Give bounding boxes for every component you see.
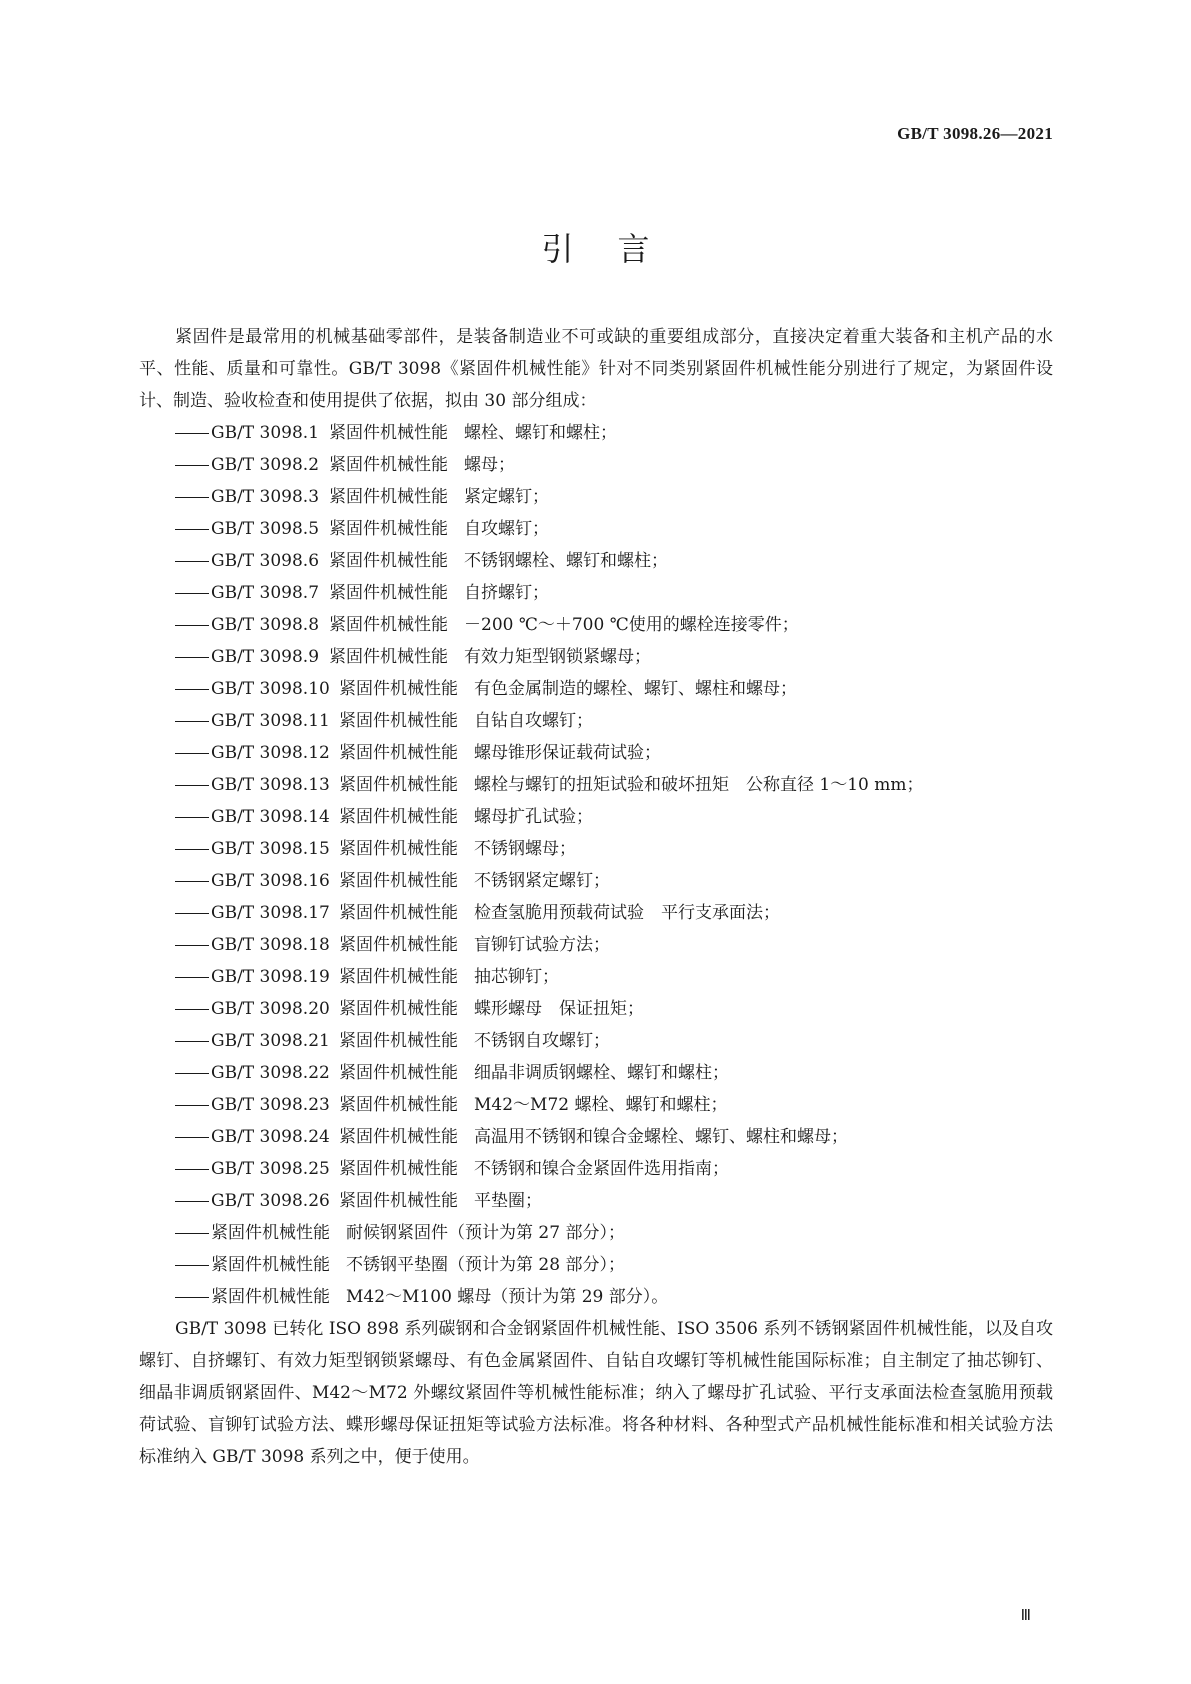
em-dash-marker [175, 977, 209, 978]
standard-name: 紧固件机械性能 [211, 1287, 330, 1307]
standard-code: GB/T 3098.2 [211, 455, 320, 475]
standard-name: 紧固件机械性能 [339, 1191, 458, 1211]
standard-subject: 抽芯铆钉； [474, 967, 559, 987]
standard-name: 紧固件机械性能 [339, 807, 458, 827]
standard-name: 紧固件机械性能 [329, 423, 448, 443]
standard-code: GB/T 3098.23 [211, 1095, 330, 1115]
list-item [139, 961, 1053, 993]
list-item [139, 705, 1053, 737]
standard-subject: 自攻螺钉； [464, 519, 549, 539]
em-dash-marker [175, 753, 209, 754]
standard-subject: M42～M72 螺栓、螺钉和螺柱； [474, 1095, 728, 1115]
list-item [139, 833, 1053, 865]
list-item [139, 737, 1053, 769]
standard-name: 紧固件机械性能 [339, 1159, 458, 1179]
em-dash-marker [175, 1233, 209, 1234]
list-item [139, 769, 1053, 801]
list-item [139, 1217, 1053, 1249]
list-item [139, 1025, 1053, 1057]
list-item [139, 545, 1053, 577]
em-dash-marker [175, 849, 209, 850]
list-item [139, 1185, 1053, 1217]
standard-subject: 不锈钢平垫圈（预计为第 28 部分）； [346, 1255, 625, 1275]
standard-code: GB/T 3098.18 [211, 935, 330, 955]
standard-subject: －200 ℃～＋700 ℃使用的螺栓连接零件； [464, 615, 799, 635]
standard-name: 紧固件机械性能 [339, 711, 458, 731]
em-dash-marker [175, 1265, 209, 1266]
em-dash-marker [175, 1073, 209, 1074]
standard-subject: 不锈钢紧定螺钉； [474, 871, 610, 891]
list-item [139, 577, 1053, 609]
standard-code: GB/T 3098.15 [211, 839, 330, 859]
standard-name: 紧固件机械性能 [329, 583, 448, 603]
em-dash-marker [175, 945, 209, 946]
intro-paragraph: 紧固件是最常用的机械基础零部件，是装备制造业不可或缺的重要组成部分，直接决定着重大装备和主机产品的水平、性能、质量和可靠性。GB/T 3098《紧固件机械性能》针对不同类别紧固件机械性能分别进行了规定，为紧固件设计、制造、验收检查和使用提供了依据，拟由 30 部分组成： [139, 327, 1053, 411]
list-item [139, 481, 1053, 513]
standard-id: GB/T 3098.26—2021 [897, 124, 1053, 143]
standard-code: GB/T 3098.3 [211, 487, 320, 507]
standard-code: GB/T 3098.5 [211, 519, 320, 539]
standard-code: GB/T 3098.20 [211, 999, 330, 1019]
em-dash-marker [175, 1009, 209, 1010]
standard-subject: 平垫圈； [474, 1191, 542, 1211]
standard-name: 紧固件机械性能 [211, 1255, 330, 1275]
em-dash-marker [175, 1169, 209, 1170]
standard-subject: M42～M100 螺母（预计为第 29 部分）。 [346, 1287, 669, 1307]
standard-subject: 自挤螺钉； [464, 583, 549, 603]
standard-subject: 不锈钢螺母； [474, 839, 576, 859]
standard-subject: 不锈钢螺栓、螺钉和螺柱； [464, 551, 668, 571]
standard-subject: 不锈钢自攻螺钉； [474, 1031, 610, 1051]
em-dash-marker [175, 657, 209, 658]
document-body [139, 321, 1053, 1473]
standard-name: 紧固件机械性能 [339, 775, 458, 795]
list-item [139, 1089, 1053, 1121]
standard-name: 紧固件机械性能 [329, 551, 448, 571]
standard-code: GB/T 3098.1 [211, 423, 320, 443]
em-dash-marker [175, 1105, 209, 1106]
list-item [139, 417, 1053, 449]
em-dash-marker [175, 689, 209, 690]
standard-code: GB/T 3098.9 [211, 647, 320, 667]
standard-name: 紧固件机械性能 [339, 743, 458, 763]
list-item [139, 1057, 1053, 1089]
standard-name: 紧固件机械性能 [339, 1031, 458, 1051]
list-item [139, 641, 1053, 673]
standard-name: 紧固件机械性能 [211, 1223, 330, 1243]
list-item [139, 513, 1053, 545]
em-dash-marker [175, 433, 209, 434]
parts-list [139, 417, 1053, 1313]
page-number: Ⅲ [1020, 1608, 1031, 1624]
em-dash-marker [175, 913, 209, 914]
standard-name: 紧固件机械性能 [329, 615, 448, 635]
list-item [139, 1281, 1053, 1313]
standard-code: GB/T 3098.17 [211, 903, 330, 923]
standard-name: 紧固件机械性能 [329, 519, 448, 539]
standard-subject: 紧定螺钉； [464, 487, 549, 507]
list-item [139, 609, 1053, 641]
standard-name: 紧固件机械性能 [329, 455, 448, 475]
standard-subject: 检查氢脆用预载荷试验 平行支承面法； [474, 903, 780, 923]
standard-name: 紧固件机械性能 [339, 1127, 458, 1147]
em-dash-marker [175, 561, 209, 562]
standard-name: 紧固件机械性能 [339, 903, 458, 923]
standard-subject: 自钻自攻螺钉； [474, 711, 593, 731]
standard-code: GB/T 3098.11 [211, 711, 330, 731]
em-dash-marker [175, 465, 209, 466]
standard-name: 紧固件机械性能 [339, 935, 458, 955]
list-item [139, 993, 1053, 1025]
page-title: 引言 [541, 230, 694, 268]
em-dash-marker [175, 881, 209, 882]
em-dash-marker [175, 1297, 209, 1298]
standard-subject: 有色金属制造的螺栓、螺钉、螺柱和螺母； [474, 679, 797, 699]
list-item [139, 801, 1053, 833]
em-dash-marker [175, 529, 209, 530]
standard-name: 紧固件机械性能 [329, 487, 448, 507]
em-dash-marker [175, 1201, 209, 1202]
em-dash-marker [175, 817, 209, 818]
standard-code: GB/T 3098.10 [211, 679, 330, 699]
standard-subject: 蝶形螺母 保证扭矩； [474, 999, 644, 1019]
list-item [139, 1249, 1053, 1281]
standard-code: GB/T 3098.12 [211, 743, 330, 763]
standard-subject: 螺母； [464, 455, 515, 475]
standard-code: GB/T 3098.26 [211, 1191, 330, 1211]
standard-code: GB/T 3098.14 [211, 807, 330, 827]
em-dash-marker [175, 1041, 209, 1042]
standard-subject: 盲铆钉试验方法； [474, 935, 610, 955]
standard-code: GB/T 3098.22 [211, 1063, 330, 1083]
em-dash-marker [175, 497, 209, 498]
standard-code: GB/T 3098.6 [211, 551, 320, 571]
standard-subject: 细晶非调质钢螺栓、螺钉和螺柱； [474, 1063, 729, 1083]
standard-name: 紧固件机械性能 [339, 967, 458, 987]
list-item [139, 449, 1053, 481]
standard-name: 紧固件机械性能 [339, 1063, 458, 1083]
list-item [139, 1121, 1053, 1153]
standard-name: 紧固件机械性能 [339, 871, 458, 891]
list-item [139, 1153, 1053, 1185]
standard-code: GB/T 3098.19 [211, 967, 330, 987]
standard-code: GB/T 3098.16 [211, 871, 330, 891]
list-item [139, 897, 1053, 929]
em-dash-marker [175, 1137, 209, 1138]
em-dash-marker [175, 593, 209, 594]
standard-code: GB/T 3098.8 [211, 615, 320, 635]
standard-name: 紧固件机械性能 [339, 839, 458, 859]
standard-code: GB/T 3098.25 [211, 1159, 330, 1179]
standard-subject: 耐候钢紧固件（预计为第 27 部分）； [346, 1223, 625, 1243]
em-dash-marker [175, 625, 209, 626]
standard-subject: 螺栓、螺钉和螺柱； [464, 423, 617, 443]
standard-name: 紧固件机械性能 [339, 1095, 458, 1115]
standard-code: GB/T 3098.21 [211, 1031, 330, 1051]
list-item [139, 865, 1053, 897]
standard-subject: 高温用不锈钢和镍合金螺栓、螺钉、螺柱和螺母； [474, 1127, 848, 1147]
standard-code: GB/T 3098.13 [211, 775, 330, 795]
em-dash-marker [175, 721, 209, 722]
list-item [139, 673, 1053, 705]
standard-name: 紧固件机械性能 [329, 647, 448, 667]
standard-subject: 有效力矩型钢锁紧螺母； [464, 647, 651, 667]
list-item [139, 929, 1053, 961]
standard-name: 紧固件机械性能 [339, 679, 458, 699]
standard-name: 紧固件机械性能 [339, 999, 458, 1019]
standard-subject: 螺母扩孔试验； [474, 807, 593, 827]
standard-subject: 螺母锥形保证载荷试验； [474, 743, 661, 763]
standard-code: GB/T 3098.7 [211, 583, 320, 603]
standard-code: GB/T 3098.24 [211, 1127, 330, 1147]
standard-subject: 螺栓与螺钉的扭矩试验和破坏扭矩 公称直径 1～10 mm； [474, 775, 924, 795]
standard-subject: 不锈钢和镍合金紧固件选用指南； [474, 1159, 729, 1179]
closing-paragraph: GB/T 3098 已转化 ISO 898 系列碳钢和合金钢紧固件机械性能、ISO 3506 系列不锈钢紧固件机械性能，以及自攻螺钉、自挤螺钉、有效力矩型钢锁紧螺母、有色金属紧固件、自钻自攻螺钉等机械性能国际标准；自主制定了抽芯铆钉、细晶非调质钢紧固件、M42～M72 外螺纹紧固件等机械性能标准；纳入了螺母扩孔试验、平行支承面法检查氢脆用预载荷试验、盲铆钉试验方法、蝶形螺母保证扭矩等试验方法标准。将各种材料、各种型式产品机械性能标准和相关试验方法标准纳入 GB/T 3098 系列之中，便于使用。 [139, 1319, 1053, 1467]
em-dash-marker [175, 785, 209, 786]
